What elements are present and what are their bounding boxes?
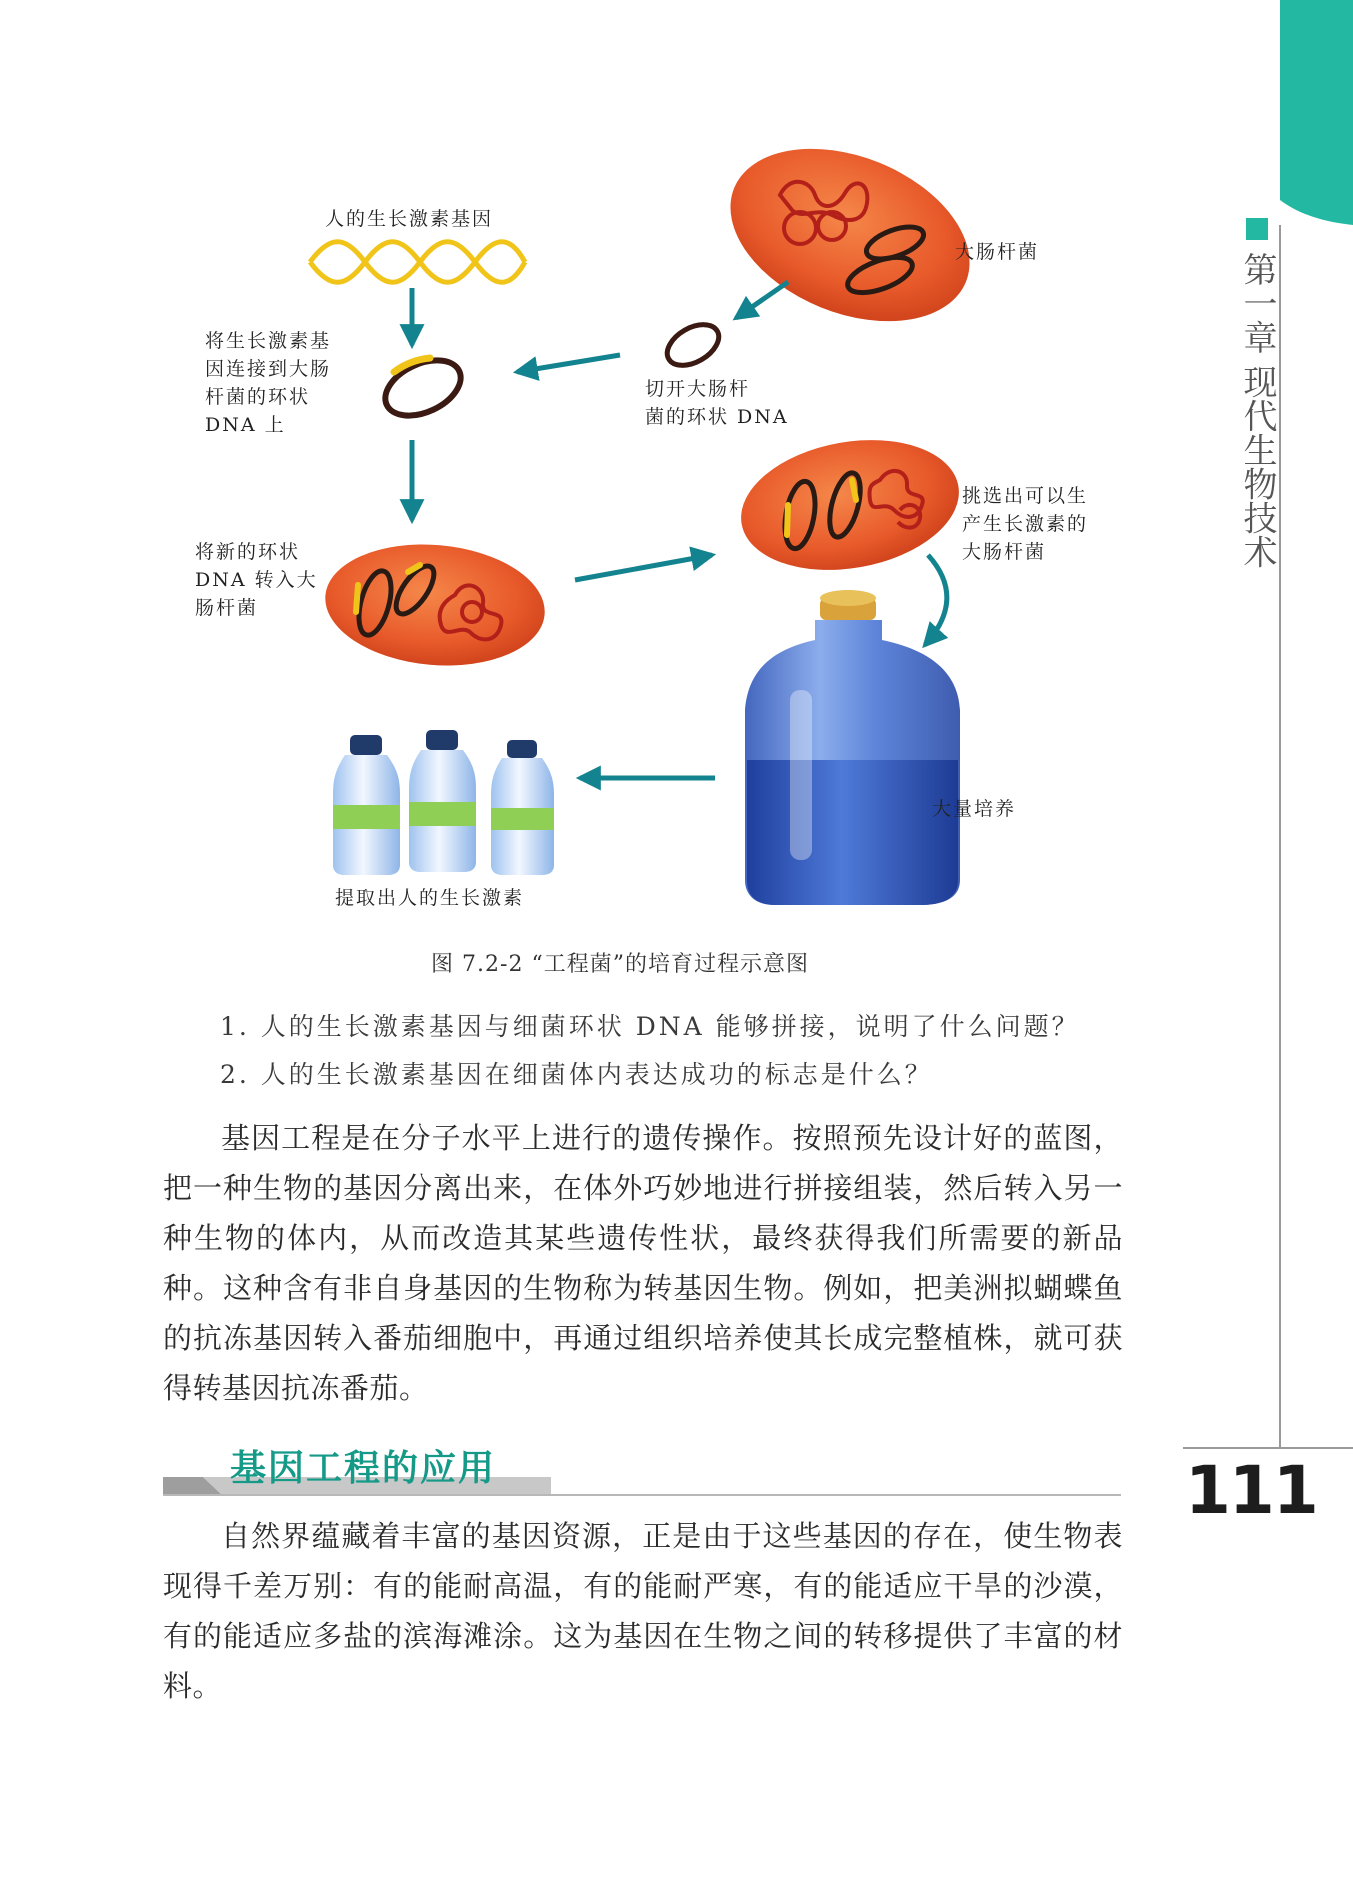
label-cut-2: 菌的环状 DNA xyxy=(645,406,789,428)
label-connect-3: 杆菌的环状 xyxy=(205,386,311,408)
label-transfer-1: 将新的环状 xyxy=(195,541,301,563)
recombinant-plasmid-icon xyxy=(377,349,470,426)
label-ecoli: 大肠杆菌 xyxy=(955,241,1040,263)
label-culture: 大量培养 xyxy=(932,798,1017,820)
label-select-2: 产生长激素的 xyxy=(962,513,1089,535)
gene-helix-icon xyxy=(310,242,525,283)
section-heading: 基因工程的应用 xyxy=(230,1448,497,1489)
label-select-3: 大肠杆菌 xyxy=(962,541,1047,563)
engineered-bacteria-figure xyxy=(0,0,1240,960)
arrow-ecoli-to-cut xyxy=(736,282,788,318)
paragraph-gene-resources: 自然界蕴藏着丰富的基因资源，正是由于这些基因的存在，使生物表现得千差万别：有的能耐高温，有的能耐严寒，有的能适应干旱的沙漠，有的能适应多盐的滨海滩涂。这为基因在生物之间的转移提供了丰富的材料。 xyxy=(163,1519,1123,1703)
figure-illustration xyxy=(0,0,1240,960)
label-extract: 提取出人的生长激素 xyxy=(335,887,525,909)
chapter-marker-icon xyxy=(1246,218,1268,240)
figure-caption: 图 7.2-2 “工程菌”的培育过程示意图 xyxy=(431,952,809,977)
chapter-title: 第一章 现代生物技术 xyxy=(1237,252,1277,569)
arrow-select-to-culture xyxy=(925,555,947,645)
question-2: 2. 人的生长激素基因在细菌体内表达成功的标志是什么？ xyxy=(220,1060,933,1089)
paragraph-genetic-engineering: 基因工程是在分子水平上进行的遗传操作。按照预先设计好的蓝图，把一种生物的基因分离出来，在体外巧妙地进行拼接组装，然后转入另一种生物的体内，从而改造其某些遗传性状，最终获得我们所需要的新品种。这种含有非自身基因的生物称为转基因生物。例如，把美洲拟蝴蝶鱼的抗冻基因转入番茄细胞中，再通过组织培养使其长成完整植株，就可获得转基因抗冻番茄。 xyxy=(163,1121,1123,1405)
page-number-rule xyxy=(1183,1447,1353,1449)
culture-bottle-icon xyxy=(745,590,960,905)
transformed-bacterium-icon xyxy=(320,536,550,675)
product-vials-icon xyxy=(333,730,554,875)
label-select-1: 挑选出可以生 xyxy=(962,485,1089,507)
cut-plasmid-icon xyxy=(660,316,725,373)
label-connect-4: DNA 上 xyxy=(205,414,286,436)
section-heading-underline xyxy=(163,1494,1121,1496)
question-1: 1. 人的生长激素基因与细菌环状 DNA 能够拼接，说明了什么问题？ xyxy=(220,1012,1080,1041)
arrow-cut-to-recombine xyxy=(517,355,620,372)
chapter-tab xyxy=(1280,0,1353,225)
label-transfer-2: DNA 转入大 xyxy=(195,569,318,591)
label-connect-2: 因连接到大肠 xyxy=(205,358,332,380)
chapter-rule xyxy=(1279,225,1281,1447)
arrow-transform-to-select xyxy=(575,555,712,580)
label-transfer-3: 肠杆菌 xyxy=(195,597,259,619)
label-connect-1: 将生长激素基 xyxy=(205,330,332,352)
ecoli-bacterium-icon xyxy=(705,116,995,354)
page-number: 111 xyxy=(1185,1452,1317,1529)
label-cut-1: 切开大肠杆 xyxy=(645,378,751,400)
label-human-gene: 人的生长激素基因 xyxy=(325,208,494,230)
